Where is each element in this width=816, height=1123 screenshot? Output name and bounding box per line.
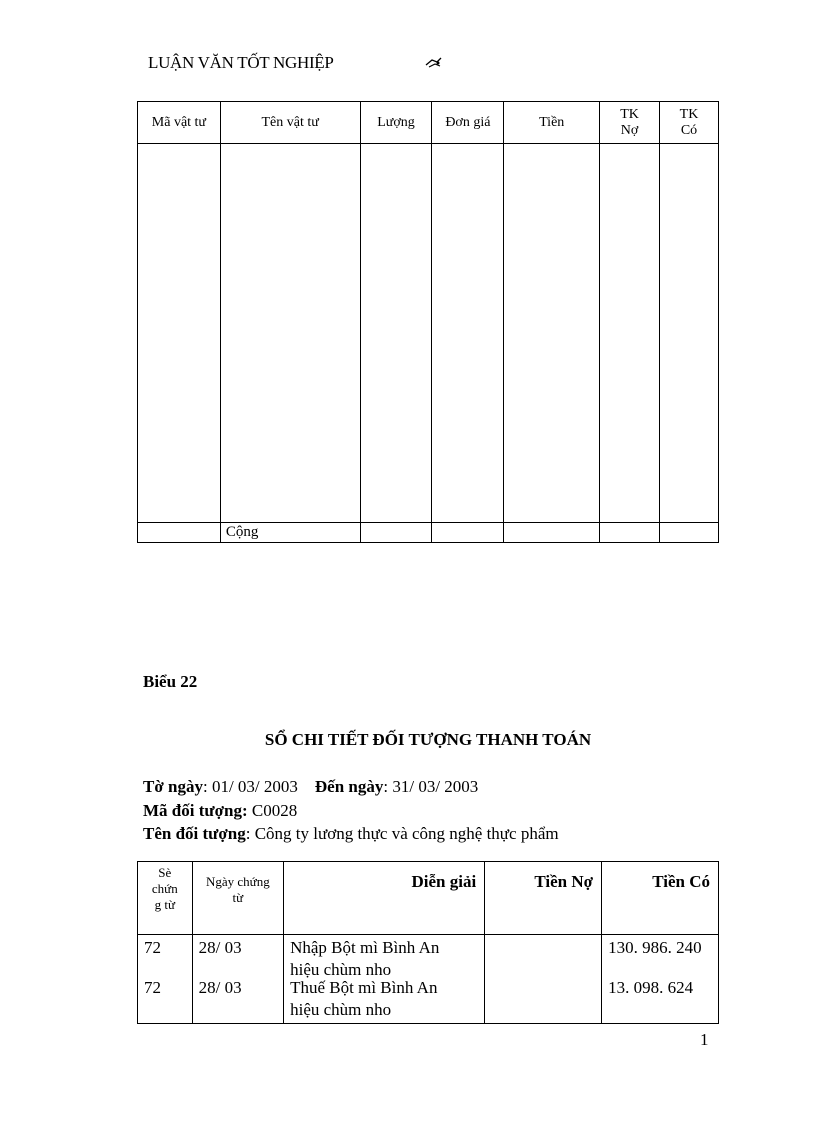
col-header-quantity: Lượng	[360, 102, 432, 144]
date-range-line	[143, 776, 478, 798]
object-code-line	[143, 800, 297, 822]
col-header-doc-date: Ngày chứng từ	[192, 862, 284, 935]
col-header-amount: Tiền	[504, 102, 600, 144]
hand-writing-icon	[425, 56, 443, 75]
page-number: 1	[700, 1030, 709, 1049]
section-title: SỔ CHI TIẾT ĐỐI TƯỢNG THANH TOÁN	[264, 730, 592, 749]
col-header-doc-number: Sè chứn g từ	[138, 862, 193, 935]
col-header-credit-account: TK Có	[660, 102, 719, 144]
section-label: Biểu 22	[143, 672, 198, 691]
object-code-value: C0028	[247, 801, 298, 820]
object-name-label: Tên đối tượng	[143, 824, 246, 843]
col-header-debit-account: TK Nợ	[600, 102, 660, 144]
from-date-label: Tờ ngày	[143, 777, 203, 796]
description-cell: Nhập Bột mì Bình An hiệu chùm nho Thuế Bột mì Bình An hiệu chùm nho	[284, 935, 485, 1024]
col-header-debit: Tiền Nợ	[485, 862, 602, 935]
table-footer-row	[138, 523, 719, 543]
object-name-value: : Công ty lương thực và công nghệ thực phẩm	[245, 824, 559, 843]
col-header-unit-price: Đơn giá	[432, 102, 504, 144]
to-date-value: : 31/ 03/ 2003	[383, 777, 479, 796]
col-header-description: Diễn giải	[284, 862, 485, 935]
col-header-material-code: Mã vật tư	[138, 102, 221, 144]
doc-number-cell: 72 72	[138, 935, 193, 1024]
col-header-credit: Tiền Có	[602, 862, 719, 935]
table-row	[138, 935, 719, 1024]
table-header-row	[138, 102, 719, 144]
debit-cell	[485, 935, 602, 1024]
materials-table	[137, 101, 719, 543]
object-code-label: Mã đối tượng:	[143, 801, 248, 820]
document-header: LUẬN VĂN TỐT NGHIỆP	[148, 53, 334, 72]
col-header-material-name: Tên vật tư	[220, 102, 360, 144]
credit-cell: 130. 986. 240 13. 098. 624	[602, 935, 719, 1024]
table-header-row	[138, 862, 719, 935]
from-date-value: : 01/ 03/ 2003	[202, 777, 298, 796]
doc-date-cell: 28/ 03 28/ 03	[192, 935, 284, 1024]
table-body-row	[138, 144, 719, 523]
payment-ledger-table	[137, 861, 719, 1024]
object-name-line	[143, 823, 559, 845]
to-date-label: Đến ngày	[314, 777, 384, 796]
total-label: Cộng	[220, 523, 360, 543]
